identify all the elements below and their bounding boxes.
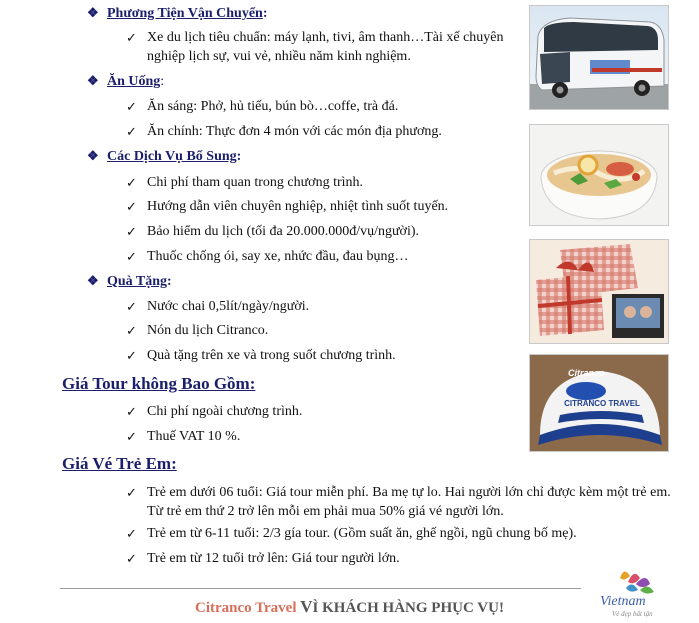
gift-boxes-photo: [529, 239, 669, 344]
check-icon: ✓: [126, 224, 137, 239]
list-item: ✓ Chi phí tham quan trong chương trình.: [126, 175, 364, 190]
list-item: ✓ Bảo hiểm du lịch (tối đa 20.000.000đ/vụ/người).: [126, 224, 420, 239]
footer-slogan: [195, 597, 504, 617]
check-icon: ✓: [126, 526, 137, 541]
list-item: ✓ Trẻ em từ 12 tuổi trở lên: Giá tour người lớn.: [126, 551, 400, 566]
section-gifts-heading: ❖ Quà Tặng:: [87, 273, 172, 289]
check-icon: ✓: [126, 175, 137, 190]
vietnam-logo: [598, 568, 674, 620]
footer-divider: [60, 588, 581, 589]
diamond-bullet-icon: ❖: [87, 148, 99, 163]
section-title: Quà Tặng: [107, 274, 168, 289]
vietnam-logo-word: Vietnam: [600, 594, 646, 609]
list-item: ✓ Hướng dẫn viên chuyên nghiệp, nhiệt tình suốt tuyến.: [126, 199, 449, 214]
bus-photo: [529, 5, 669, 110]
list-item: ✓ Thuốc chống ói, say xe, nhức đầu, đau bụng…: [126, 249, 409, 264]
check-icon: ✓: [126, 124, 137, 139]
list-item: ✓ Ăn sáng: Phở, hủ tiếu, bún bò…coffe, trà đá.: [126, 99, 399, 114]
list-item: ✓ Chi phí ngoài chương trình.: [126, 404, 303, 419]
diamond-bullet-icon: ❖: [87, 273, 99, 288]
noodle-soup-photo: [529, 124, 669, 226]
excluded-heading: Giá Tour không Bao Gồm:: [62, 374, 256, 393]
section-meals-heading: ❖ Ăn Uống:: [87, 73, 165, 89]
footer-slogan-text: VÌ KHÁCH HÀNG PHỤC VỤ!: [300, 597, 504, 616]
children-heading: Giá Vé Trẻ Em:: [62, 454, 177, 473]
diamond-bullet-icon: ❖: [87, 73, 99, 88]
list-item: ✓ Trẻ em từ 6-11 tuổi: 2/3 gía tour. (Gồm suất ăn, ghế ngồi, ngũ chung bố mẹ).: [126, 526, 577, 541]
list-item: ✓ Nón du lịch Citranco.: [126, 323, 269, 338]
footer-brand: Citranco Travel: [195, 600, 297, 616]
check-icon: ✓: [126, 199, 137, 214]
list-item: ✓ Nước chai 0,5lít/ngày/người.: [126, 299, 310, 314]
list-item: ✓ Ăn chính: Thực đơn 4 món với các món địa phương.: [126, 124, 442, 139]
check-icon: ✓: [126, 348, 137, 363]
check-icon: ✓: [126, 30, 137, 45]
check-icon: ✓: [126, 404, 137, 419]
vietnam-logo-tagline: Vẻ đẹp bất tận: [612, 610, 653, 618]
check-icon: ✓: [126, 99, 137, 114]
section-title: Ăn Uống: [107, 74, 161, 89]
check-icon: ✓: [126, 485, 137, 500]
section-extra-heading: ❖ Các Dịch Vụ Bổ Sung:: [87, 148, 242, 164]
diamond-bullet-icon: ❖: [87, 5, 99, 20]
list-item: ✓ Trẻ em dưới 06 tuổi: Giá tour miễn phí. Ba mẹ tự lo. Hai người lớn chỉ được kèm một trẻ em. Từ trẻ em thứ 2 trở lên mỗi em phải mua 50% giá vé người lớn.: [126, 485, 671, 519]
section-title: Phương Tiện Vận Chuyển: [107, 6, 263, 21]
citranco-cap-photo: [529, 354, 669, 452]
cap-band-text: CITRANCO TRAVEL: [564, 399, 640, 408]
list-item: ✓ Xe du lịch tiêu chuẩn: máy lạnh, tivi, âm thanh…Tài xế chuyên nghiệp lịch sự, vui vẻ, nhiều năm kinh nghiệm.: [126, 30, 504, 64]
check-icon: ✓: [126, 299, 137, 314]
section-title: Các Dịch Vụ Bổ Sung: [107, 149, 237, 164]
check-icon: ✓: [126, 323, 137, 338]
check-icon: ✓: [126, 551, 137, 566]
section-transport-heading: ❖ Phương Tiện Vận Chuyển:: [87, 5, 268, 21]
list-item: ✓ Thuế VAT 10 %.: [126, 429, 241, 444]
check-icon: ✓: [126, 249, 137, 264]
check-icon: ✓: [126, 429, 137, 444]
cap-logo-text: Citranco: [568, 368, 605, 378]
list-item: ✓ Quà tặng trên xe và trong suốt chương trình.: [126, 348, 396, 363]
